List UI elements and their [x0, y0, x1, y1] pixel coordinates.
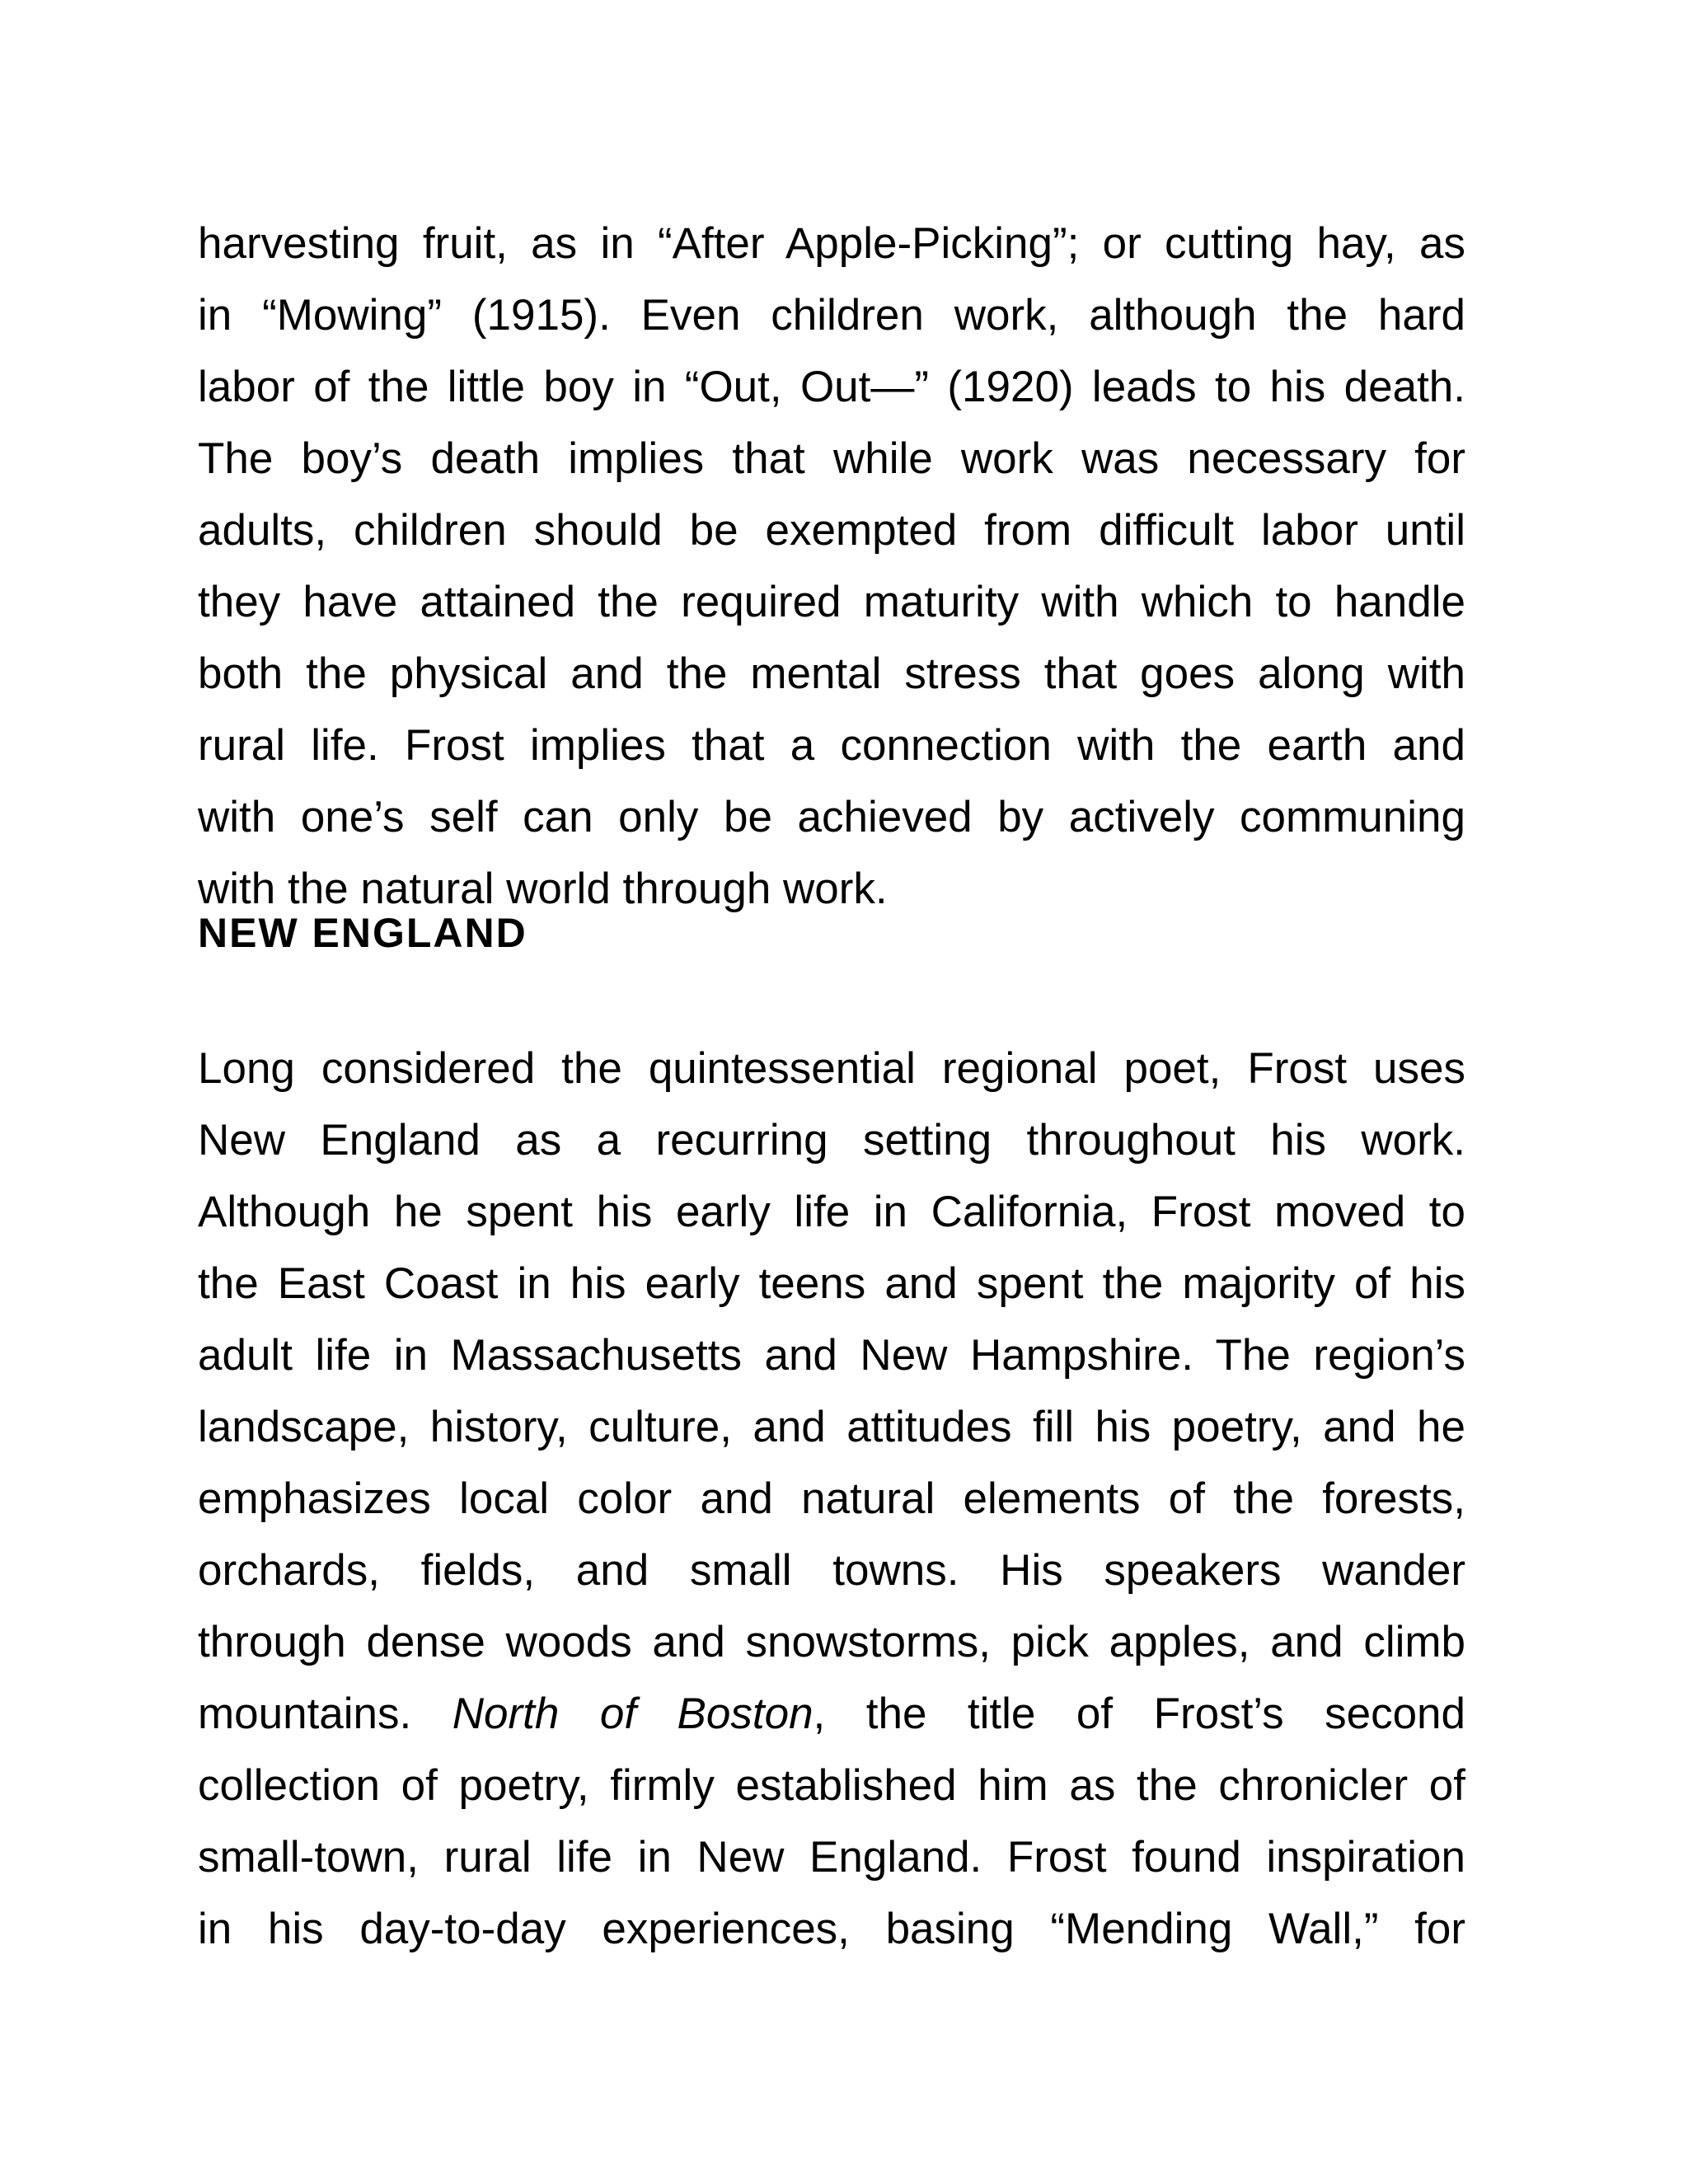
- section-heading: NEW ENGLAND: [198, 910, 528, 956]
- text-line: with one’s self can only be achieved by actively communing: [198, 793, 1465, 841]
- text-line: landscape, history, culture, and attitudes fill his poetry, and he: [198, 1403, 1465, 1451]
- text-line: rural life. Frost implies that a connection with the earth and: [198, 721, 1465, 770]
- text-line: harvesting fruit, as in “After Apple-Picking”; or cutting hay, as: [198, 219, 1465, 268]
- text-line: with the natural world through work.: [198, 865, 888, 913]
- text-line: New England as a recurring setting throughout his work.: [198, 1116, 1465, 1165]
- text-line: The boy’s death implies that while work was necessary for: [198, 434, 1465, 483]
- paragraph-new-england: [198, 1033, 1465, 1965]
- text-segment: , the title of Frost’s second: [813, 1690, 1465, 1738]
- text-line: the East Coast in his early teens and spent the majority of his: [198, 1259, 1465, 1308]
- text-line: in “Mowing” (1915). Even children work, although the hard: [198, 291, 1465, 340]
- text-line: collection of poetry, firmly established him as the chronicler of: [198, 1761, 1465, 1810]
- text-line: orchards, fields, and small towns. His speakers wander: [198, 1546, 1465, 1595]
- text-line: in his day-to-day experiences, basing “Mending Wall,” for: [198, 1905, 1465, 1953]
- book-title: North of Boston: [452, 1690, 814, 1738]
- text-line: through dense woods and snowstorms, pick apples, and climb: [198, 1618, 1465, 1666]
- text-line: they have attained the required maturity with which to handle: [198, 578, 1465, 626]
- text-line: adult life in Massachusetts and New Hampshire. The region’s: [198, 1331, 1465, 1380]
- text-line: Although he spent his early life in California, Frost moved to: [198, 1188, 1465, 1236]
- text-line: both the physical and the mental stress that goes along with: [198, 649, 1465, 698]
- text-line: small-town, rural life in New England. Frost found inspiration: [198, 1833, 1465, 1882]
- text-line: Long considered the quintessential regional poet, Frost uses: [198, 1044, 1465, 1093]
- text-segment: mountains.: [198, 1690, 412, 1738]
- text-line-with-title: [198, 1678, 1465, 1750]
- text-line: emphasizes local color and natural elements of the forests,: [198, 1474, 1465, 1523]
- text-line: labor of the little boy in “Out, Out—” (1920) leads to his death.: [198, 363, 1465, 411]
- text-line: adults, children should be exempted from difficult labor until: [198, 506, 1465, 555]
- paragraph-work: [198, 208, 1465, 925]
